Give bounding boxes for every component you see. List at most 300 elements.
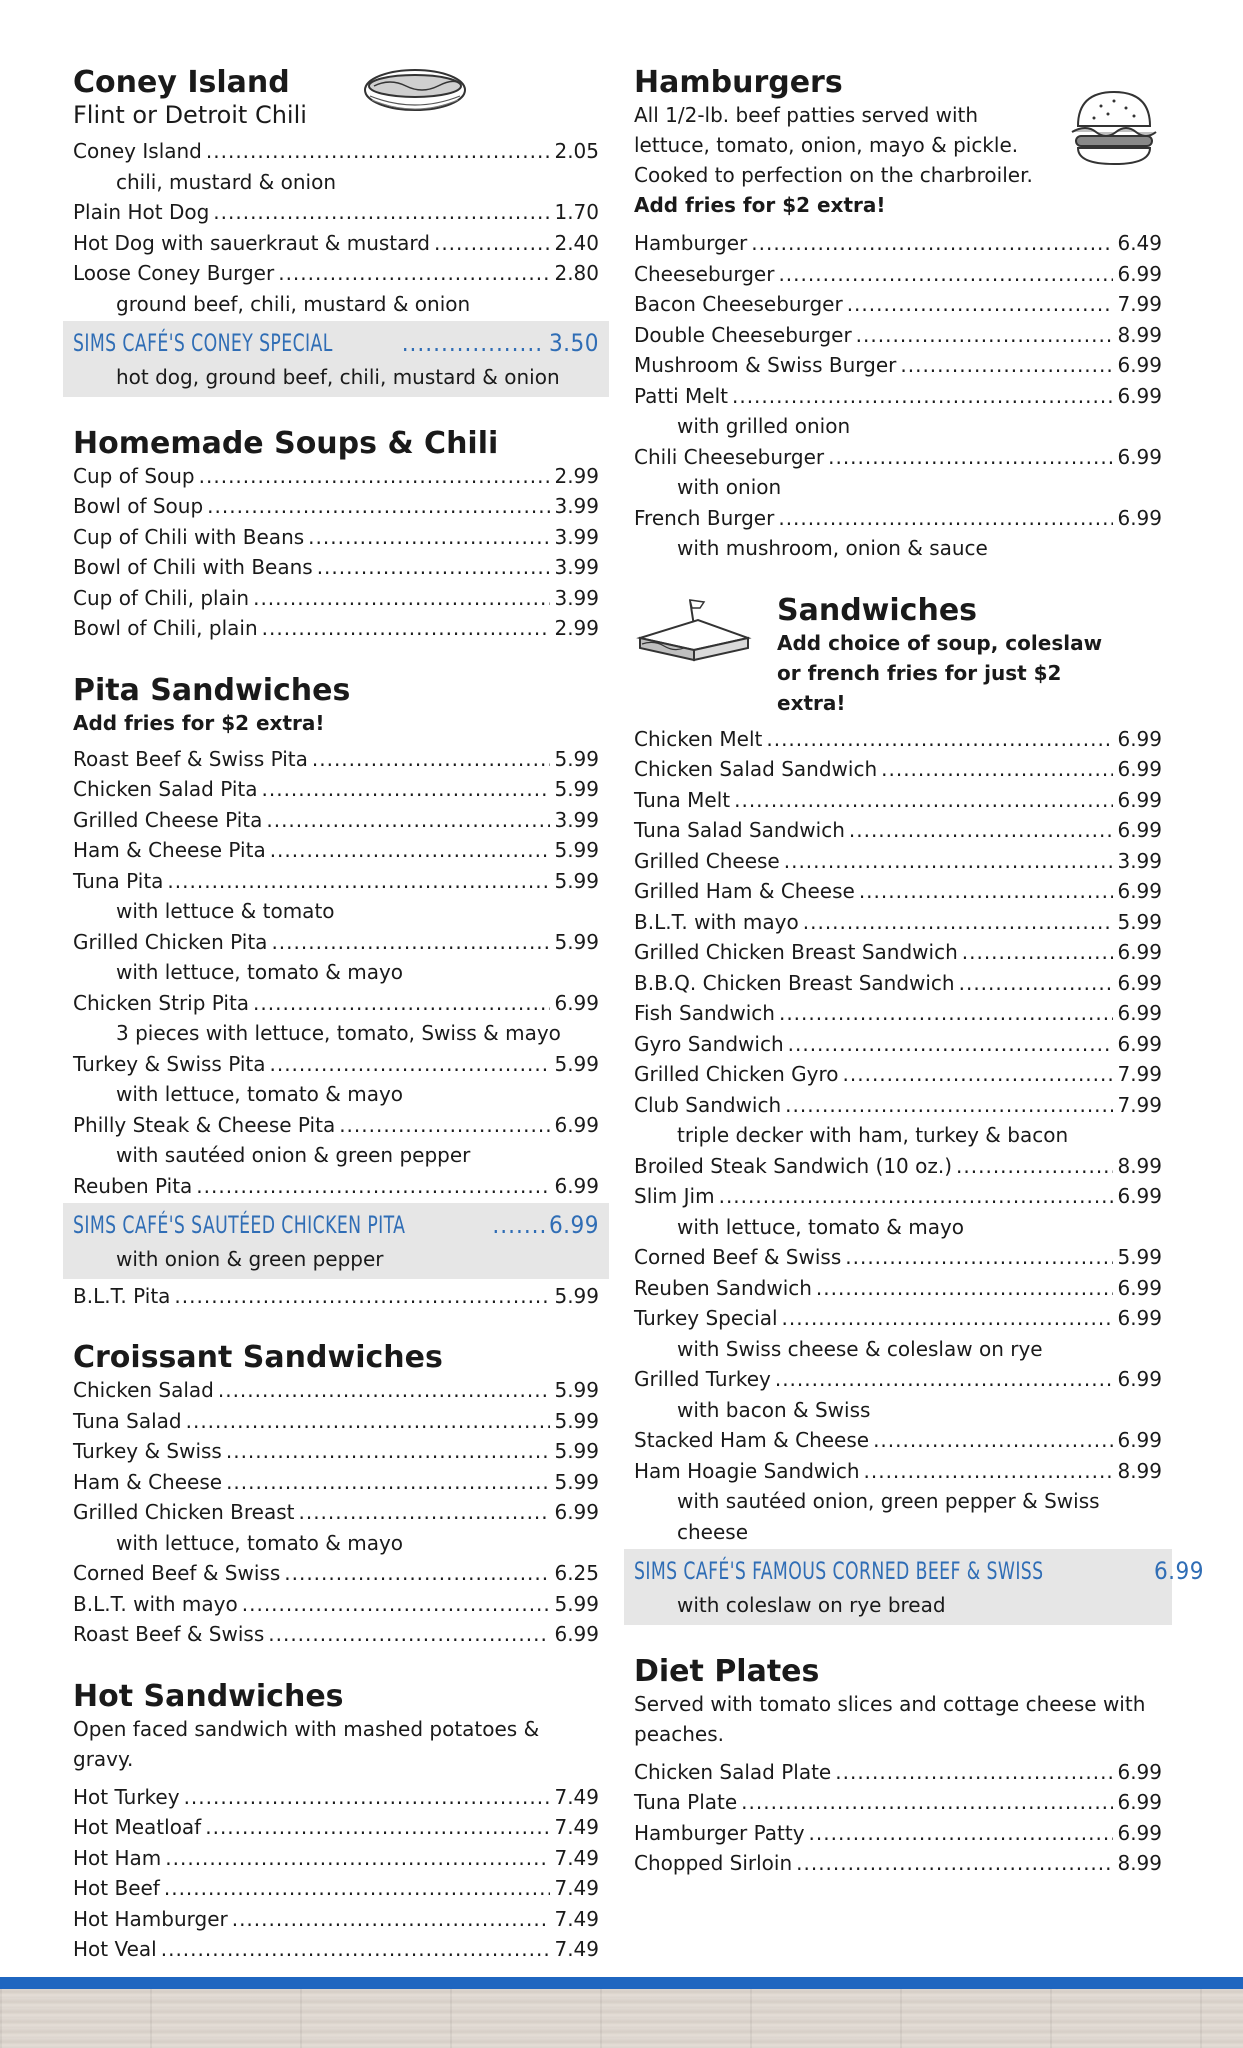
dot-leader [741, 1787, 1113, 1818]
menu-item-price: 2.99 [554, 616, 599, 640]
menu-item-price: 6.99 [1117, 940, 1162, 964]
menu-item-name: Corned Beef & Swiss [73, 1561, 281, 1585]
menu-item-price: 6.99 [1117, 757, 1162, 781]
menu-item-name: Grilled Chicken Gyro [634, 1062, 839, 1086]
dot-leader [402, 324, 545, 362]
menu-item-name: Roast Beef & Swiss Pita [73, 746, 308, 771]
menu-item-name: Chopped Sirloin [634, 1851, 793, 1875]
dot-leader [199, 461, 551, 492]
dot-leader [253, 988, 550, 1019]
hamburgers-desc [634, 100, 1034, 220]
menu-item-price: 8.99 [1117, 1458, 1162, 1483]
menu-item-price: 5.99 [554, 1439, 599, 1463]
menu-item-price: 6.99 [1117, 383, 1162, 408]
menu-item-name: Hot Hamburger [73, 1906, 228, 1931]
hot-dog-icon [360, 58, 470, 118]
menu-item-name: Broiled Steak Sandwich (10 oz.) [634, 1153, 953, 1178]
menu-item-name: Reuben Pita [73, 1173, 193, 1198]
menu-item-row [634, 1456, 1162, 1487]
menu-item-name: Hot Veal [73, 1937, 157, 1961]
menu-item-price: 6.99 [1117, 353, 1162, 377]
menu-item-price: 7.49 [554, 1906, 599, 1931]
menu-item-price: 3.99 [554, 494, 599, 518]
menu-item-name: Coney Island [73, 139, 202, 163]
hamburgers-title: Hamburgers [634, 65, 843, 100]
dot-leader [859, 876, 1114, 907]
menu-item-price: 6.99 [1117, 1275, 1162, 1300]
menu-item-desc: with lettuce, tomato & mayo [116, 1082, 404, 1106]
menu-item-name: Mushroom & Swiss Burger [634, 353, 897, 377]
menu-item-row [634, 1059, 1162, 1090]
menu-item-row [634, 1273, 1162, 1304]
menu-item-price: 6.99 [1117, 970, 1162, 995]
menu-item-row [634, 998, 1162, 1029]
menu-item-price: 5.99 [554, 1591, 599, 1616]
dot-leader [174, 1281, 550, 1312]
dot-leader [271, 927, 550, 958]
menu-item-name: Grilled Turkey [634, 1367, 771, 1391]
special-item-desc: with onion & green pepper [116, 1247, 384, 1271]
sandwiches-header [634, 594, 1162, 718]
menu-item-price: 5.99 [554, 838, 599, 862]
menu-item-price: 6.99 [554, 1173, 599, 1198]
pita-note: Add fries for $2 extra! [73, 710, 325, 735]
menu-item-name: B.B.Q. Chicken Breast Sandwich [634, 970, 955, 995]
menu-item-price: 3.99 [554, 524, 599, 549]
menu-item-price: 6.99 [554, 1112, 599, 1137]
menu-item-name: Hot Beef [73, 1876, 160, 1900]
dot-leader [165, 1843, 550, 1874]
coney-island-section [73, 66, 599, 397]
dot-leader [268, 1619, 550, 1650]
menu-item-desc: with lettuce & tomato [116, 899, 335, 923]
menu-item-price: 7.99 [1117, 1062, 1162, 1086]
menu-item-name: Tuna Pita [73, 868, 164, 893]
dot-leader [900, 350, 1113, 381]
menu-item-price: 2.80 [554, 261, 599, 285]
menu-item-row [634, 503, 1162, 534]
menu-item-price: 6.49 [1117, 231, 1162, 255]
menu-item-name: Roast Beef & Swiss [73, 1622, 265, 1646]
menu-item-row [634, 754, 1162, 785]
dot-leader [734, 785, 1113, 816]
menu-item-row [634, 1425, 1162, 1456]
diet-plates-section [634, 1655, 1162, 1879]
menu-item-price: 6.99 [1153, 1557, 1204, 1585]
menu-item-name: Hot Ham [73, 1845, 162, 1870]
menu-item-price: 6.99 [1117, 787, 1162, 812]
hamburgers-desc-bold: Add fries for $2 extra! [634, 193, 886, 217]
menu-item-name: Philly Steak & Cheese Pita [73, 1112, 336, 1137]
menu-item-name: B.L.T. with mayo [634, 909, 799, 934]
menu-item-row [634, 1303, 1162, 1334]
menu-item-name: Bowl of Chili with Beans [73, 555, 313, 579]
dot-leader [312, 744, 551, 775]
menu-item-name: Hot Turkey [73, 1784, 180, 1809]
menu-item-name: Chicken Salad Pita [73, 777, 258, 801]
dot-leader [775, 1364, 1114, 1395]
footer-wood-texture [0, 1989, 1243, 2048]
dot-leader [167, 866, 550, 897]
dot-leader [226, 1436, 551, 1467]
menu-item-row [634, 1242, 1162, 1273]
menu-item-row [73, 258, 599, 289]
menu-item-row [634, 1090, 1162, 1121]
menu-item-row [634, 320, 1162, 351]
sandwiches-section [634, 592, 1204, 1625]
croissant-title: Croissant Sandwiches [73, 1340, 443, 1375]
dot-leader [864, 1456, 1114, 1487]
menu-item-price: 2.40 [554, 230, 599, 255]
dot-leader [242, 1589, 551, 1620]
menu-item-row [73, 1782, 599, 1813]
menu-item-price: 6.99 [1117, 1367, 1162, 1391]
dot-leader [959, 968, 1114, 999]
menu-item-row [73, 1873, 599, 1904]
right-column [634, 65, 1204, 1909]
menu-item-price: 6.99 [1117, 879, 1162, 903]
menu-item-price: 6.99 [1117, 818, 1162, 842]
dot-leader [881, 754, 1113, 785]
menu-item-name: Hot Meatloaf [73, 1815, 202, 1839]
menu-item-row [73, 1934, 599, 1965]
menu-item-row [634, 724, 1162, 755]
menu-item-price: 8.99 [1117, 322, 1162, 347]
dot-leader [778, 259, 1113, 290]
menu-item-price: 8.99 [1117, 1153, 1162, 1178]
pita-section [73, 674, 599, 1312]
coney-island-subtitle: Flint or Detroit Chili [73, 101, 307, 129]
dot-leader [266, 805, 550, 836]
menu-item-row [73, 1406, 599, 1437]
dot-leader [785, 1090, 1113, 1121]
dot-leader [719, 1181, 1114, 1212]
dot-leader [835, 1757, 1113, 1788]
menu-item-price: 6.99 [1117, 1306, 1162, 1330]
dot-leader [270, 835, 551, 866]
menu-item-name: Reuben Sandwich [634, 1275, 812, 1300]
menu-item-row [634, 259, 1162, 290]
menu-item-name: Tuna Salad Sandwich [634, 818, 845, 842]
menu-item-name: Fish Sandwich [634, 1001, 775, 1025]
pita-special-box [63, 1203, 609, 1279]
hamburger-icon [1066, 86, 1162, 170]
menu-item-name: SIMS CAFÉ'S FAMOUS CORNED BEEF & SWISS [634, 1557, 1044, 1585]
menu-item-row [73, 197, 599, 228]
coney-special-box [63, 321, 609, 397]
menu-item-row [634, 1181, 1162, 1212]
dot-leader [962, 937, 1114, 968]
hot-sandwiches-title: Hot Sandwiches [73, 1678, 344, 1714]
menu-item-price: 7.49 [554, 1815, 599, 1839]
menu-item-price: 7.49 [554, 1784, 599, 1809]
menu-item-name: Cheeseburger [634, 261, 775, 286]
dot-leader [218, 1375, 551, 1406]
menu-item-row [73, 1589, 599, 1620]
dot-leader [816, 1273, 1114, 1304]
menu-item-row [634, 937, 1162, 968]
dot-leader [732, 381, 1113, 412]
menu-item-name: Turkey & Swiss Pita [73, 1051, 266, 1076]
menu-item-row [73, 1171, 599, 1202]
menu-item-row [634, 1151, 1162, 1182]
menu-item-name: Chicken Salad Sandwich [634, 757, 878, 781]
menu-item-name: Chicken Strip Pita [73, 990, 250, 1015]
menu-item-price: 3.99 [554, 585, 599, 610]
dot-leader [232, 1904, 551, 1935]
menu-item-price: 6.99 [1117, 1031, 1162, 1056]
menu-item-name: Tuna Melt [634, 787, 731, 812]
menu-item-price: 6.99 [554, 990, 599, 1015]
special-item-desc: with coleslaw on rye bread [677, 1593, 946, 1617]
dot-leader [856, 320, 1114, 351]
soups-items [73, 461, 599, 644]
menu-item-row [73, 744, 599, 775]
menu-item-desc: with bacon & Swiss [677, 1397, 871, 1422]
dot-leader [809, 1818, 1114, 1849]
menu-item-row [73, 522, 599, 553]
menu-item-price: 5.99 [554, 868, 599, 893]
menu-item-price: 6.99 [1117, 726, 1162, 751]
menu-item-row [634, 442, 1162, 473]
menu-item-name: Chicken Salad [73, 1378, 214, 1402]
menu-item-name: Grilled Ham & Cheese [634, 879, 855, 903]
menu-item-price: 7.49 [554, 1937, 599, 1961]
menu-item-price: 6.99 [1117, 1820, 1162, 1845]
diet-plates-title: Diet Plates [634, 1653, 820, 1689]
menu-item-name: Hamburger [634, 231, 748, 255]
menu-item-name: Stacked Ham & Cheese [634, 1428, 870, 1452]
dot-leader [956, 1151, 1113, 1182]
menu-item-price: 7.49 [554, 1845, 599, 1870]
dot-leader [778, 503, 1113, 534]
menu-item-row [73, 583, 599, 614]
menu-item-name: Loose Coney Burger [73, 261, 275, 285]
menu-item-row [73, 461, 599, 492]
menu-item-name: Grilled Cheese [634, 848, 780, 873]
menu-item-row [73, 1497, 599, 1528]
dot-leader [262, 613, 551, 644]
dot-leader [207, 491, 550, 522]
dot-leader [843, 1059, 1114, 1090]
menu-item-price: 6.99 [1117, 1428, 1162, 1452]
menu-item-price: 2.99 [554, 463, 599, 488]
menu-item-name: Ham & Cheese [73, 1469, 223, 1494]
menu-item-name: Cup of Soup [73, 463, 195, 488]
menu-item-desc: 3 pieces with lettuce, tomato, Swiss & mayo [116, 1021, 561, 1045]
sandwiches-items [634, 724, 1162, 1548]
menu-item-name: Gyro Sandwich [634, 1031, 784, 1056]
hot-sandwiches-desc: Open faced sandwich with mashed potatoes & gravy. [73, 1716, 540, 1771]
menu-item-name: Corned Beef & Swiss [634, 1245, 842, 1269]
menu-item-price: 7.49 [554, 1876, 599, 1900]
menu-item-price: 6.99 [1117, 444, 1162, 469]
menu-item-row [73, 1843, 599, 1874]
hamburgers-items [634, 228, 1162, 564]
menu-item-row [73, 927, 599, 958]
menu-item-row [634, 289, 1162, 320]
menu-item-price: 6.99 [1117, 505, 1162, 530]
hamburgers-section [634, 66, 1162, 564]
menu-item-price: 5.99 [554, 746, 599, 771]
dot-leader [339, 1110, 550, 1141]
menu-item-row [634, 1029, 1162, 1060]
menu-item-name: Ham Hoagie Sandwich [634, 1458, 860, 1483]
menu-item-row [73, 552, 599, 583]
menu-item-row [73, 988, 599, 1019]
menu-item-row [634, 1787, 1162, 1818]
dot-leader [873, 1425, 1113, 1456]
sandwiches-title: Sandwiches [777, 592, 978, 628]
menu-item-price: 5.99 [554, 1408, 599, 1433]
menu-item-name: B.L.T. Pita [73, 1283, 171, 1308]
menu-item-row [73, 136, 599, 167]
coney-island-items [73, 136, 599, 319]
dot-leader [784, 846, 1114, 877]
menu-item-name: Grilled Chicken Breast [73, 1500, 295, 1524]
menu-item-row [73, 491, 599, 522]
menu-item-price: 6.99 [1117, 1001, 1162, 1025]
dot-leader [782, 1303, 1114, 1334]
menu-item-row [73, 1436, 599, 1467]
dot-leader [205, 1812, 550, 1843]
menu-item-row [73, 613, 599, 644]
menu-item-row [73, 1375, 599, 1406]
dot-leader [847, 289, 1114, 320]
dot-leader [186, 1406, 551, 1437]
menu-item-name: Turkey Special [634, 1306, 778, 1330]
menu-item-price: 6.99 [554, 1622, 599, 1646]
menu-item-row [634, 228, 1162, 259]
menu-item-price: 5.99 [554, 1283, 599, 1308]
menu-item-name: Chili Cheeseburger [634, 444, 825, 469]
menu-item-price: 3.99 [554, 807, 599, 832]
corned-beef-special-box [624, 1549, 1204, 1625]
dot-leader [161, 1934, 551, 1965]
hamburgers-desc-text: All 1/2-lb. beef patties served with lettuce, tomato, onion, mayo & pickle. Cooked to perfection on the charbroiler. [634, 103, 1033, 187]
dot-leader [298, 1497, 550, 1528]
special-item-row [73, 324, 599, 362]
left-column [73, 66, 599, 1995]
dot-leader [284, 1558, 550, 1589]
dot-leader [164, 1873, 551, 1904]
coney-island-title: Coney Island [73, 65, 290, 100]
menu-item-price: 2.05 [554, 139, 599, 163]
menu-item-price: 6.25 [554, 1561, 599, 1585]
menu-item-name: Ham & Cheese Pita [73, 838, 266, 862]
footer-blue-bar [0, 1977, 1243, 1989]
menu-item-name: Hamburger Patty [634, 1820, 805, 1845]
hot-sandwiches-items [73, 1782, 599, 1965]
dot-leader [262, 774, 551, 805]
menu-item-name: Turkey & Swiss [73, 1439, 222, 1463]
pita-items-after [73, 1281, 599, 1312]
diet-plates-desc: Served with tomato slices and cottage cheese with peaches. [634, 1691, 1146, 1746]
menu-item-name: Tuna Plate [634, 1790, 738, 1814]
menu-item-name: Grilled Cheese Pita [73, 807, 263, 832]
menu-item-desc: with sautéed onion & green pepper [116, 1143, 471, 1167]
menu-item-row [73, 1467, 599, 1498]
menu-item-row [634, 1757, 1162, 1788]
menu-item-price: 1.70 [554, 200, 599, 224]
menu-item-row [73, 866, 599, 897]
dot-leader [226, 1467, 550, 1498]
menu-item-row [634, 1818, 1162, 1849]
menu-item-row [634, 876, 1162, 907]
menu-item-row [634, 785, 1162, 816]
menu-item-price: 5.99 [554, 777, 599, 801]
menu-item-name: SIMS CAFÉ'S SAUTÉED CHICKEN PITA [73, 1211, 406, 1239]
menu-item-price: 6.99 [1117, 1759, 1162, 1784]
menu-item-row [634, 846, 1162, 877]
menu-item-desc: with grilled onion [677, 414, 851, 438]
dot-leader [434, 228, 551, 259]
menu-item-price: 5.99 [554, 1469, 599, 1494]
menu-item-price: 8.99 [1117, 1851, 1162, 1875]
menu-item-name: Bowl of Chili, plain [73, 616, 258, 640]
dot-leader [788, 1029, 1114, 1060]
soups-section [73, 427, 599, 644]
dot-leader [766, 724, 1113, 755]
menu-item-price: 6.99 [554, 1500, 599, 1524]
menu-item-desc: with lettuce, tomato & mayo [677, 1214, 965, 1239]
menu-item-desc: chili, mustard & onion [116, 169, 336, 194]
menu-item-desc: with onion [677, 475, 782, 499]
soups-title: Homemade Soups & Chili [73, 425, 499, 461]
dot-leader [845, 1242, 1113, 1273]
sandwich-icon [634, 594, 756, 670]
dot-leader [269, 1049, 550, 1080]
menu-item-row [634, 968, 1162, 999]
menu-item-name: Club Sandwich [634, 1092, 782, 1117]
menu-item-name: French Burger [634, 505, 775, 530]
menu-item-name: Chicken Salad Plate [634, 1759, 832, 1784]
dot-leader [308, 522, 550, 553]
dot-leader [492, 1206, 545, 1244]
menu-item-name: Tuna Salad [73, 1408, 182, 1433]
menu-item-name: Patti Melt [634, 383, 728, 408]
menu-item-price: 6.99 [1117, 261, 1162, 286]
menu-item-desc: with mushroom, onion & sauce [677, 536, 988, 560]
diet-plates-items [634, 1757, 1162, 1879]
menu-item-name: Grilled Chicken Breast Sandwich [634, 940, 958, 964]
dot-leader [213, 197, 550, 228]
dot-leader [196, 1171, 550, 1202]
menu-item-name: Chicken Melt [634, 726, 763, 751]
menu-item-desc: ground beef, chili, mustard & onion [116, 291, 471, 316]
croissant-section [73, 1341, 599, 1650]
menu-item-row [73, 805, 599, 836]
dot-leader [803, 907, 1114, 938]
menu-item-price: 7.99 [1117, 1092, 1162, 1117]
menu-item-row [634, 350, 1162, 381]
menu-item-name: Slim Jim [634, 1184, 715, 1208]
menu-item-row [73, 835, 599, 866]
pita-title: Pita Sandwiches [73, 672, 351, 708]
menu-item-price: 5.99 [554, 1378, 599, 1402]
dot-leader [779, 998, 1114, 1029]
menu-item-row [73, 1049, 599, 1080]
menu-item-price: 5.99 [1117, 1245, 1162, 1269]
menu-item-row [73, 1110, 599, 1141]
menu-item-row [73, 1619, 599, 1650]
menu-item-row [73, 774, 599, 805]
menu-item-name: Cup of Chili, plain [73, 585, 250, 610]
dot-leader [317, 552, 551, 583]
menu-item-price: 3.99 [1117, 848, 1162, 873]
menu-item-row [73, 1281, 599, 1312]
dot-leader [278, 258, 550, 289]
